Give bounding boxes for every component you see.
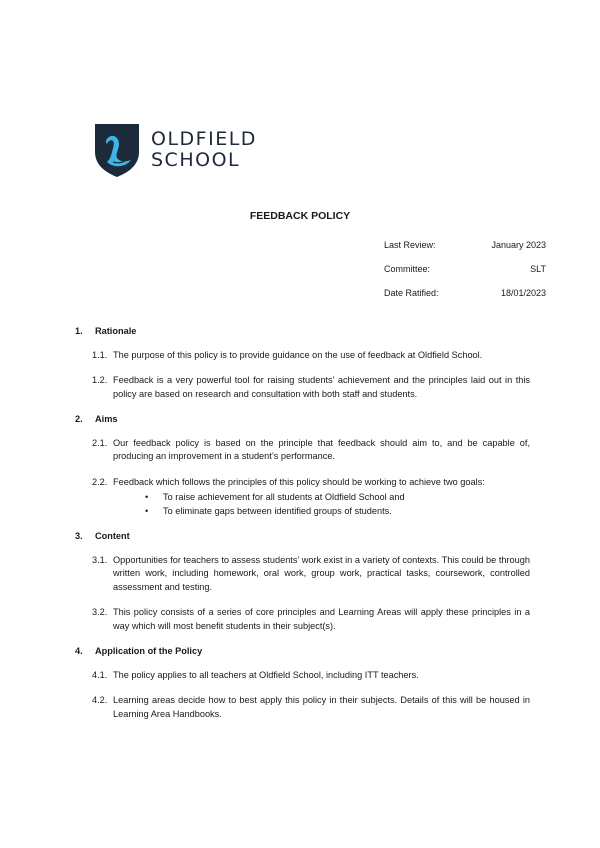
clause-number: 2.1. [92,437,108,448]
document-title: FEEDBACK POLICY [249,210,351,222]
clause [92,554,530,595]
section-title: Rationale [95,326,137,336]
section-title: Aims [95,414,118,424]
section-number: 3. [75,531,83,541]
section-application [75,645,530,721]
clause [92,476,530,519]
section-heading [75,530,530,544]
school-logo [93,122,257,178]
meta-label: Committee: [384,264,431,274]
clause-text: Feedback is a very powerful tool for raising students’ achievement and the principles laid out in this policy are based on research and consultation with both staff and students. [113,375,530,399]
clause [92,694,530,721]
section-title: Application of the Policy [95,646,203,656]
policy-body [75,325,530,733]
clause [92,669,530,683]
meta-row [384,238,546,262]
meta-table [384,238,546,310]
meta-value: SLT [530,264,546,274]
clause-text: The purpose of this policy is to provide guidance on the use of feedback at Oldfield School. [113,349,483,360]
logo-text-line2: SCHOOL [151,149,241,171]
section-heading [75,413,530,427]
clause-number: 1.2. [92,375,108,385]
goal-list-item: • To raise achievement for all students at Oldfield School and [145,491,530,505]
section-number: 1. [75,326,83,336]
clause-text: Learning areas decide how to best apply this policy in their subjects. Details of this will be housed in Learning Area Handbooks. [113,695,530,719]
meta-value: January 2023 [491,240,546,250]
meta-label: Last Review: [384,240,436,250]
meta-label: Date Ratified: [384,288,439,298]
section-heading [75,645,530,659]
meta-row [384,286,546,310]
clause-number: 4.2. [92,695,108,705]
meta-row [384,262,546,286]
clause-number: 2.2. [92,476,108,487]
clause-number: 1.1. [92,349,108,360]
clause-text: Feedback which follows the principles of this policy should be working to achieve two goals: [113,476,485,487]
clause [92,349,530,363]
clause-number: 3.2. [92,607,108,617]
section-rationale [75,325,530,401]
goal-list-item: • To eliminate gaps between identified groups of students. [145,505,530,519]
logo-text-line1: OLDFIELD [151,128,257,150]
section-heading [75,325,530,339]
section-content [75,530,530,633]
section-number: 4. [75,646,83,656]
section-number: 2. [75,414,83,424]
clause [92,374,530,401]
clause [92,437,530,464]
section-title: Content [95,531,130,541]
swan-shield-icon [93,122,141,178]
meta-value: 18/01/2023 [500,288,546,298]
clause-text: Opportunities for teachers to assess students’ work exist in a variety of contexts. This could be through written work, including homework, oral work, group work, practical tasks, coursework, controlled assessment and testing. [113,554,530,592]
clause-text: The policy applies to all teachers at Oldfield School, including ITT teachers. [113,669,419,680]
clause-number: 4.1. [92,669,108,680]
section-aims [75,413,530,518]
clause-text: This policy consists of a series of core principles and Learning Areas will apply these principles in a way which will most benefit students in their subject(s). [113,607,530,631]
goal-list [113,491,530,518]
clause-text: Our feedback policy is based on the principle that feedback should aim to, and be capable of, producing an improvement in a student’s performance. [113,437,530,461]
clause [92,606,530,633]
clause-number: 3.1. [92,554,108,565]
